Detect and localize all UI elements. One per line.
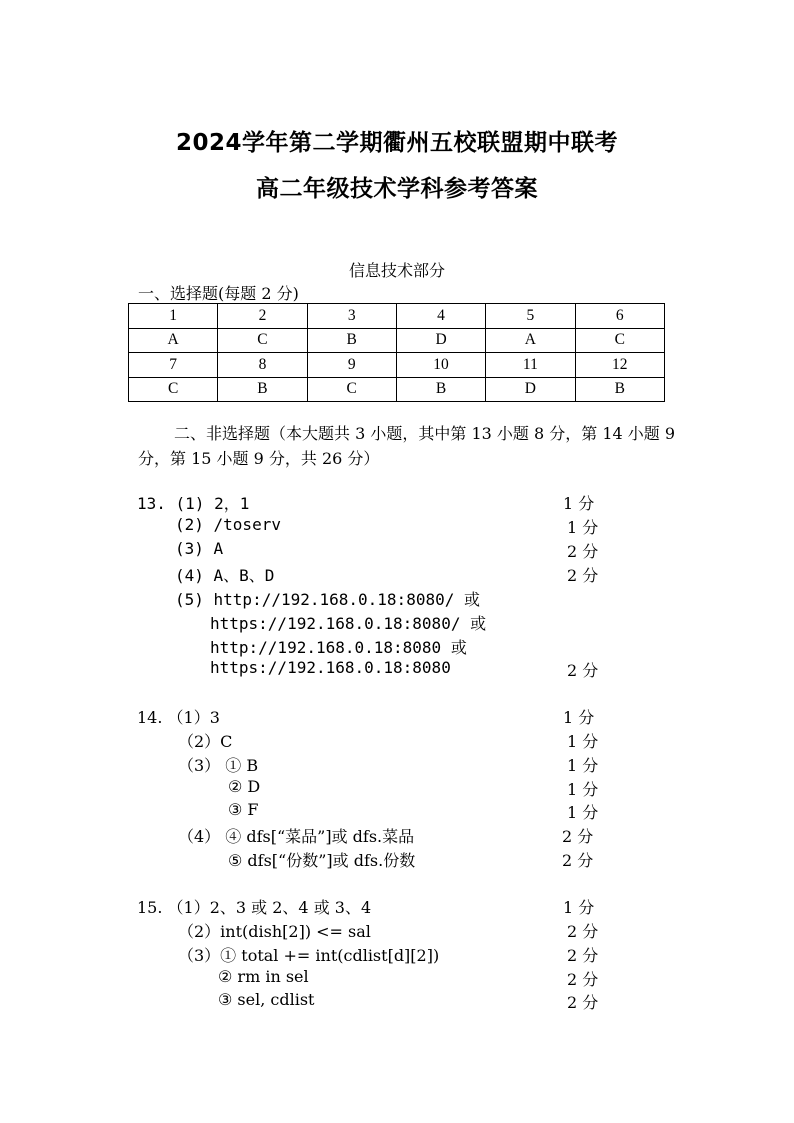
q15-score-1: 1 分 <box>563 898 595 917</box>
exam-title: 2024学年第二学期衢州五校联盟期中联考 <box>175 130 618 156</box>
answer-cell: A <box>486 328 575 353</box>
q13-score-4: 2 分 <box>567 566 599 585</box>
q13-score-3: 2 分 <box>567 542 599 561</box>
choice-answer-table <box>128 303 665 402</box>
q13-line-1: 13. (1) 2，1 <box>137 494 250 513</box>
table-row <box>129 377 665 402</box>
q14-score-5: 1 分 <box>567 803 599 822</box>
q14-line-7: ⑤ dfs[“份数”]或 dfs.份数 <box>228 851 416 870</box>
q15-line-2: （2）int(dish[2]) <= sal <box>178 922 371 941</box>
part1-heading: 一、选择题(每题 2 分) <box>138 284 299 303</box>
q15-score-4: 2 分 <box>567 970 599 989</box>
q13-line-8: https://192.168.0.18:8080 <box>210 658 451 677</box>
answer-cell: C <box>307 377 396 402</box>
q13-score-8: 2 分 <box>567 661 599 680</box>
answer-cell: B <box>396 377 485 402</box>
table-row <box>129 353 665 378</box>
q13-line-3: (3) A <box>175 539 224 558</box>
q13-line-5: (5) http://192.168.0.18:8080/ 或 <box>175 590 480 609</box>
question-number: 5 <box>486 304 575 329</box>
q15-line-3: （3）① total += int(cdlist[d][2]) <box>178 946 440 965</box>
question-number: 7 <box>129 353 218 378</box>
q14-score-7: 2 分 <box>562 851 594 870</box>
q14-score-2: 1 分 <box>567 732 599 751</box>
q14-line-5: ③ F <box>228 800 259 819</box>
question-number: 2 <box>218 304 307 329</box>
question-number: 4 <box>396 304 485 329</box>
answer-cell: C <box>129 377 218 402</box>
question-number: 3 <box>307 304 396 329</box>
question-number: 11 <box>486 353 575 378</box>
q14-score-3: 1 分 <box>567 756 599 775</box>
question-number: 9 <box>307 353 396 378</box>
q13-score-1: 1 分 <box>563 494 595 513</box>
q14-line-3: （3） ① B <box>178 756 259 775</box>
q15-score-2: 2 分 <box>567 922 599 941</box>
q14-line-1: 14. （1）3 <box>137 708 220 727</box>
q14-score-4: 1 分 <box>567 780 599 799</box>
q13-line-2: (2) /toserv <box>175 515 281 534</box>
question-number: 6 <box>575 304 664 329</box>
answer-cell: B <box>218 377 307 402</box>
answer-cell: C <box>575 328 664 353</box>
q14-score-1: 1 分 <box>563 708 595 727</box>
q14-line-2: （2）C <box>178 732 233 751</box>
exam-subtitle: 高二年级技术学科参考答案 <box>256 176 538 202</box>
part2-heading: 二、非选择题（本大题共 3 小题，其中第 13 小题 8 分，第 14 小题 9 分，第 15 小题 9 分，共 26 分） <box>138 424 676 468</box>
question-number: 12 <box>575 353 664 378</box>
answer-cell: B <box>307 328 396 353</box>
table-row <box>129 328 665 353</box>
answer-cell: B <box>575 377 664 402</box>
q14-score-6: 2 分 <box>562 827 594 846</box>
question-number: 1 <box>129 304 218 329</box>
question-number: 10 <box>396 353 485 378</box>
q15-score-5: 2 分 <box>567 993 599 1012</box>
answer-cell: D <box>486 377 575 402</box>
q15-line-5: ③ sel, cdlist <box>218 990 315 1009</box>
question-number: 8 <box>218 353 307 378</box>
q14-line-4: ② D <box>228 777 261 796</box>
section-label: 信息技术部分 <box>348 261 445 280</box>
table-row <box>129 304 665 329</box>
q13-line-4: (4) A、B、D <box>175 566 275 585</box>
q13-line-6: https://192.168.0.18:8080/ 或 <box>210 614 487 633</box>
answer-cell: C <box>218 328 307 353</box>
q13-line-7: http://192.168.0.18:8080 或 <box>210 638 467 657</box>
q15-line-1: 15. （1）2、3 或 2、4 或 3、4 <box>137 898 372 917</box>
answer-cell: A <box>129 328 218 353</box>
answer-cell: D <box>396 328 485 353</box>
q15-line-4: ② rm in sel <box>218 967 309 986</box>
q15-score-3: 2 分 <box>567 946 599 965</box>
q13-score-2: 1 分 <box>567 518 599 537</box>
q14-line-6: （4） ④ dfs[“菜品”]或 dfs.菜品 <box>178 827 415 846</box>
